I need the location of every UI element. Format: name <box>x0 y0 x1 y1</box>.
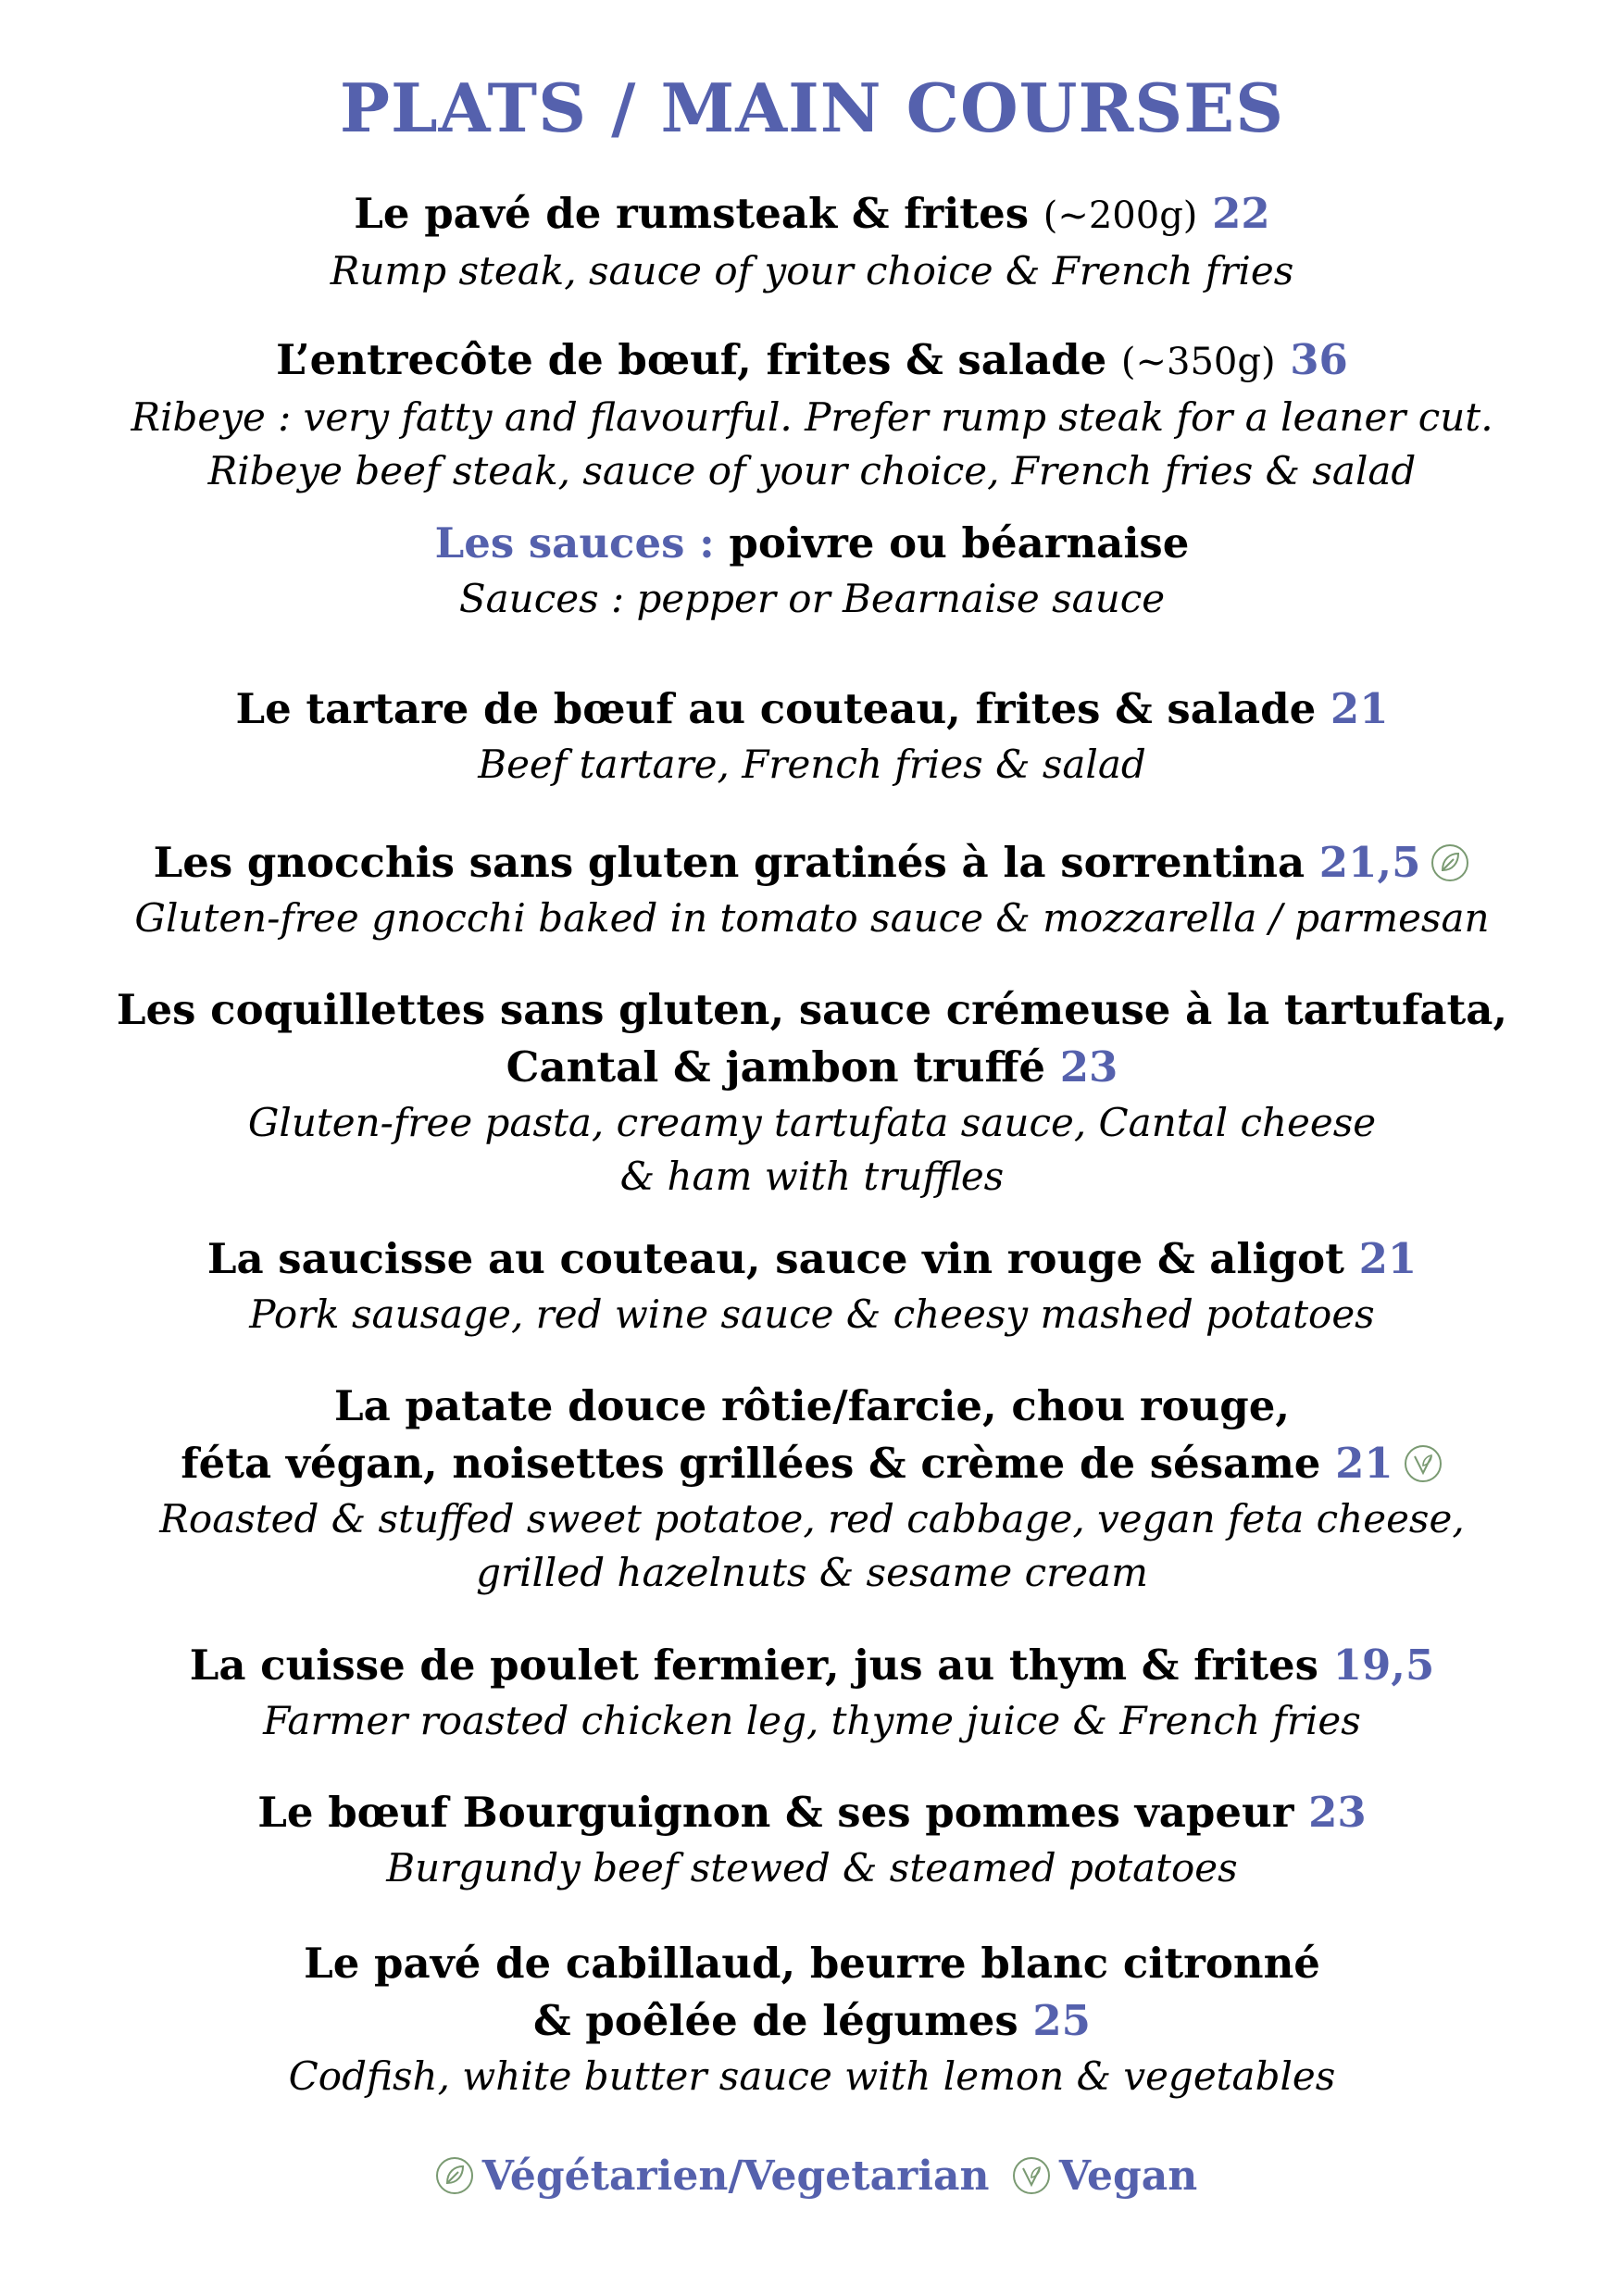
dish-price: 36 <box>1290 335 1348 384</box>
dish-description: Gluten-free pasta, creamy tartufata sauce, Cantal cheese <box>247 1100 1377 1145</box>
menu-item-coquillettes <box>0 981 1624 1204</box>
page-title: PLATS / MAIN COURSES <box>339 69 1285 147</box>
vegetarian-leaf-icon <box>434 2155 475 2196</box>
dish-name: La saucisse au couteau, sauce vin rouge & aligot <box>206 1234 1344 1283</box>
dish-name-line: Le pavé de cabillaud, beurre blanc citronné <box>304 1939 1320 1988</box>
menu-item-entrecote <box>0 331 1624 498</box>
dish-price: 23 <box>1308 1788 1367 1837</box>
vegan-leaf-icon <box>1011 2155 1052 2196</box>
vegetarian-leaf-icon <box>1430 842 1470 883</box>
dish-description: grilled hazelnuts & sesame cream <box>476 1550 1148 1595</box>
menu-item-gnocchis <box>0 834 1624 945</box>
sauce-options <box>0 515 1624 626</box>
dish-description: Ribeye beef steak, sauce of your choice, French fries & salad <box>207 448 1417 493</box>
dish-description: Burgundy beef stewed & steamed potatoes <box>386 1845 1238 1890</box>
diet-legend <box>0 2148 1624 2205</box>
dish-name: La cuisse de poulet fermier, jus au thym & frites <box>189 1641 1318 1690</box>
dish-description: Ribeye : very fatty and flavourful. Prefer rump steak for a leaner cut. <box>131 394 1493 440</box>
dish-name-line <box>0 1435 1624 1492</box>
legend-vegetarian-label: Végétarien/Vegetarian <box>481 2152 990 2200</box>
menu-item-patate-douce <box>0 1378 1624 1600</box>
dish-description: & ham with truffles <box>619 1154 1005 1199</box>
dish-price: 21 <box>1330 684 1389 733</box>
dish-price: 21 <box>1358 1234 1418 1283</box>
dish-price: 22 <box>1212 189 1270 238</box>
sauce-choices: poivre ou béarnaise <box>729 518 1190 568</box>
dish-description: Pork sausage, red wine sauce & cheesy mashed potatoes <box>249 1292 1375 1337</box>
dish-price: 25 <box>1032 1996 1091 2045</box>
legend-vegan-label: Vegan <box>1058 2152 1198 2200</box>
dish-price: 19,5 <box>1332 1641 1435 1690</box>
dish-name-line <box>0 1992 1624 2050</box>
dish-description: Rump steak, sauce of your choice & French fries <box>330 248 1294 293</box>
sauce-line <box>0 515 1624 572</box>
dish-name: Le tartare de bœuf au couteau, frites & salade <box>235 684 1317 733</box>
dish-name-line <box>0 1637 1624 1694</box>
dish-name-line <box>0 331 1624 391</box>
dish-price: 21 <box>1335 1439 1393 1488</box>
menu-item-poulet <box>0 1637 1624 1748</box>
dish-name: Les gnocchis sans gluten gratinés à la sorrentina <box>153 838 1305 887</box>
dish-name: féta végan, noisettes grillées & crème de sésame <box>181 1439 1321 1488</box>
menu-item-rumsteak <box>0 185 1624 298</box>
dish-description: Beef tartare, French fries & salad <box>478 742 1146 787</box>
dish-description: Roasted & stuffed sweet potatoe, red cabbage, vegan feta cheese, <box>159 1496 1465 1541</box>
dish-weight: (~200g) <box>1043 194 1198 237</box>
dish-description: Gluten-free gnocchi baked in tomato sauce & mozzarella / parmesan <box>134 895 1490 941</box>
dish-price: 21,5 <box>1318 838 1421 887</box>
dish-description: Farmer roasted chicken leg, thyme juice & French fries <box>263 1698 1361 1743</box>
dish-name-line <box>0 1784 1624 1841</box>
dish-name: Le bœuf Bourguignon & ses pommes vapeur <box>257 1788 1294 1837</box>
dish-name: Le pavé de rumsteak & frites <box>354 189 1030 238</box>
dish-weight: (~350g) <box>1120 341 1276 383</box>
menu-item-cabillaud <box>0 1935 1624 2103</box>
dish-name-line: La patate douce rôtie/farcie, chou rouge, <box>333 1381 1291 1430</box>
dish-name-line <box>0 680 1624 738</box>
dish-name-line <box>0 185 1624 244</box>
dish-description: Codfish, white butter sauce with lemon & vegetables <box>288 2053 1336 2099</box>
dish-name-line <box>0 834 1624 892</box>
dish-name-line: Les coquillettes sans gluten, sauce crémeuse à la tartufata, <box>116 985 1508 1034</box>
dish-price: 23 <box>1059 1042 1118 1092</box>
dish-name-line <box>0 1039 1624 1096</box>
vegan-leaf-icon <box>1403 1443 1443 1484</box>
menu-item-saucisse <box>0 1230 1624 1341</box>
sauce-description: Sauces : pepper or Bearnaise sauce <box>458 576 1166 621</box>
dish-name: L’entrecôte de bœuf, frites & salade <box>276 335 1107 384</box>
dish-name-line <box>0 1230 1624 1288</box>
dish-name: & poêlée de légumes <box>533 1996 1018 2045</box>
menu-item-tartare <box>0 680 1624 792</box>
dish-name: Cantal & jambon truffé <box>506 1042 1046 1092</box>
menu-item-bourguignon <box>0 1784 1624 1895</box>
sauce-label: Les sauces : <box>434 518 715 568</box>
